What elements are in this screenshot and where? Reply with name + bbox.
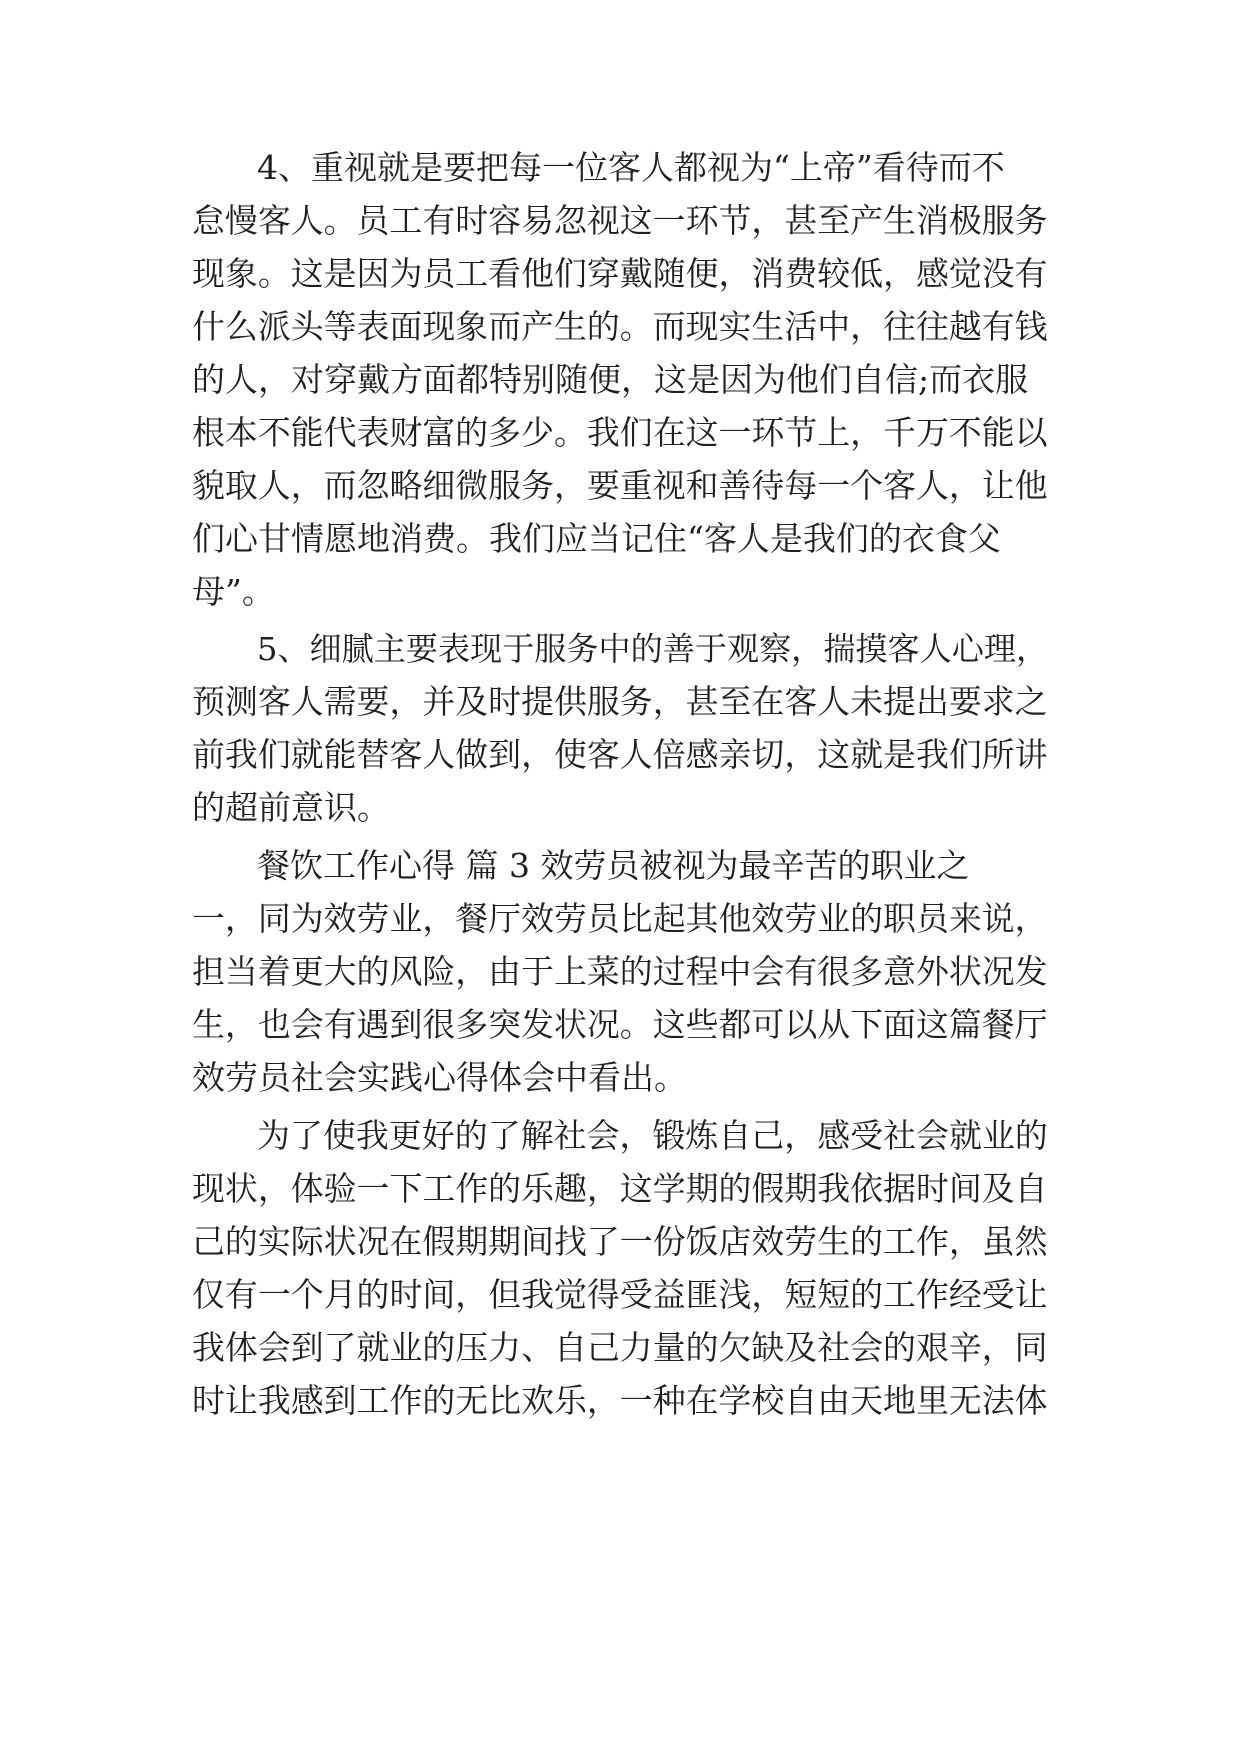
text-line: 什么派头等表面现象而产生的。而现实生活中，往往越有钱 [192, 307, 1048, 346]
text-line: 餐饮工作心得 篇 3 效劳员被视为最辛苦的职业之 [257, 846, 970, 885]
text-line: 们心甘情愿地消费。我们应当记住“客人是我们的衣食父 [192, 519, 1001, 558]
text-line: 时让我感到工作的无比欢乐，一种在学校自由天地里无法体 [192, 1381, 1048, 1420]
text-line: 效劳员社会实践心得体会中看出。 [192, 1058, 687, 1097]
text-line: 己的实际状况在假期期间找了一份饭店效劳生的工作，虽然 [192, 1222, 1048, 1261]
text-line: 前我们就能替客人做到，使客人倍感亲切，这就是我们所讲 [192, 735, 1048, 774]
text-line: 5、细腻主要表现于服务中的善于观察，揣摸客人心理， [257, 630, 1048, 668]
text-line: 一，同为效劳业，餐厅效劳员比起其他效劳业的职员来说， [192, 899, 1048, 938]
text-line: 预测客人需要，并及时提供服务，甚至在客人未提出要求之 [192, 682, 1048, 721]
text-line: 根本不能代表财富的多少。我们在这一环节上，千万不能以 [192, 413, 1048, 452]
text-line: 担当着更大的风险，由于上菜的过程中会有很多意外状况发 [192, 952, 1048, 991]
text-line: 的超前意识。 [192, 788, 390, 827]
text-line: 现状，体验一下工作的乐趣，这学期的假期我依据时间及自 [192, 1169, 1048, 1208]
text-line: 的人，对穿戴方面都特别随便，这是因为他们自信;而衣服 [192, 360, 1029, 399]
text-line: 母”。 [192, 572, 275, 611]
text-line: 怠慢客人。员工有时容易忽视这一环节，甚至产生消极服务 [192, 201, 1048, 240]
text-line: 4、重视就是要把每一位客人都视为“上帝”看待而不 [257, 148, 1005, 187]
text-line: 我体会到了就业的压力、自己力量的欠缺及社会的艰辛，同 [192, 1328, 1048, 1367]
text-line: 现象。这是因为员工看他们穿戴随便，消费较低，感觉没有 [192, 254, 1048, 293]
text-line: 生，也会有遇到很多突发状况。这些都可以从下面这篇餐厅 [192, 1005, 1048, 1044]
text-line: 貌取人，而忽略细微服务，要重视和善待每一个客人，让他 [192, 466, 1048, 505]
text-line: 为了使我更好的了解社会，锻炼自己，感受社会就业的 [257, 1116, 1048, 1155]
text-line: 仅有一个月的时间，但我觉得受益匪浅，短短的工作经受让 [192, 1275, 1048, 1314]
